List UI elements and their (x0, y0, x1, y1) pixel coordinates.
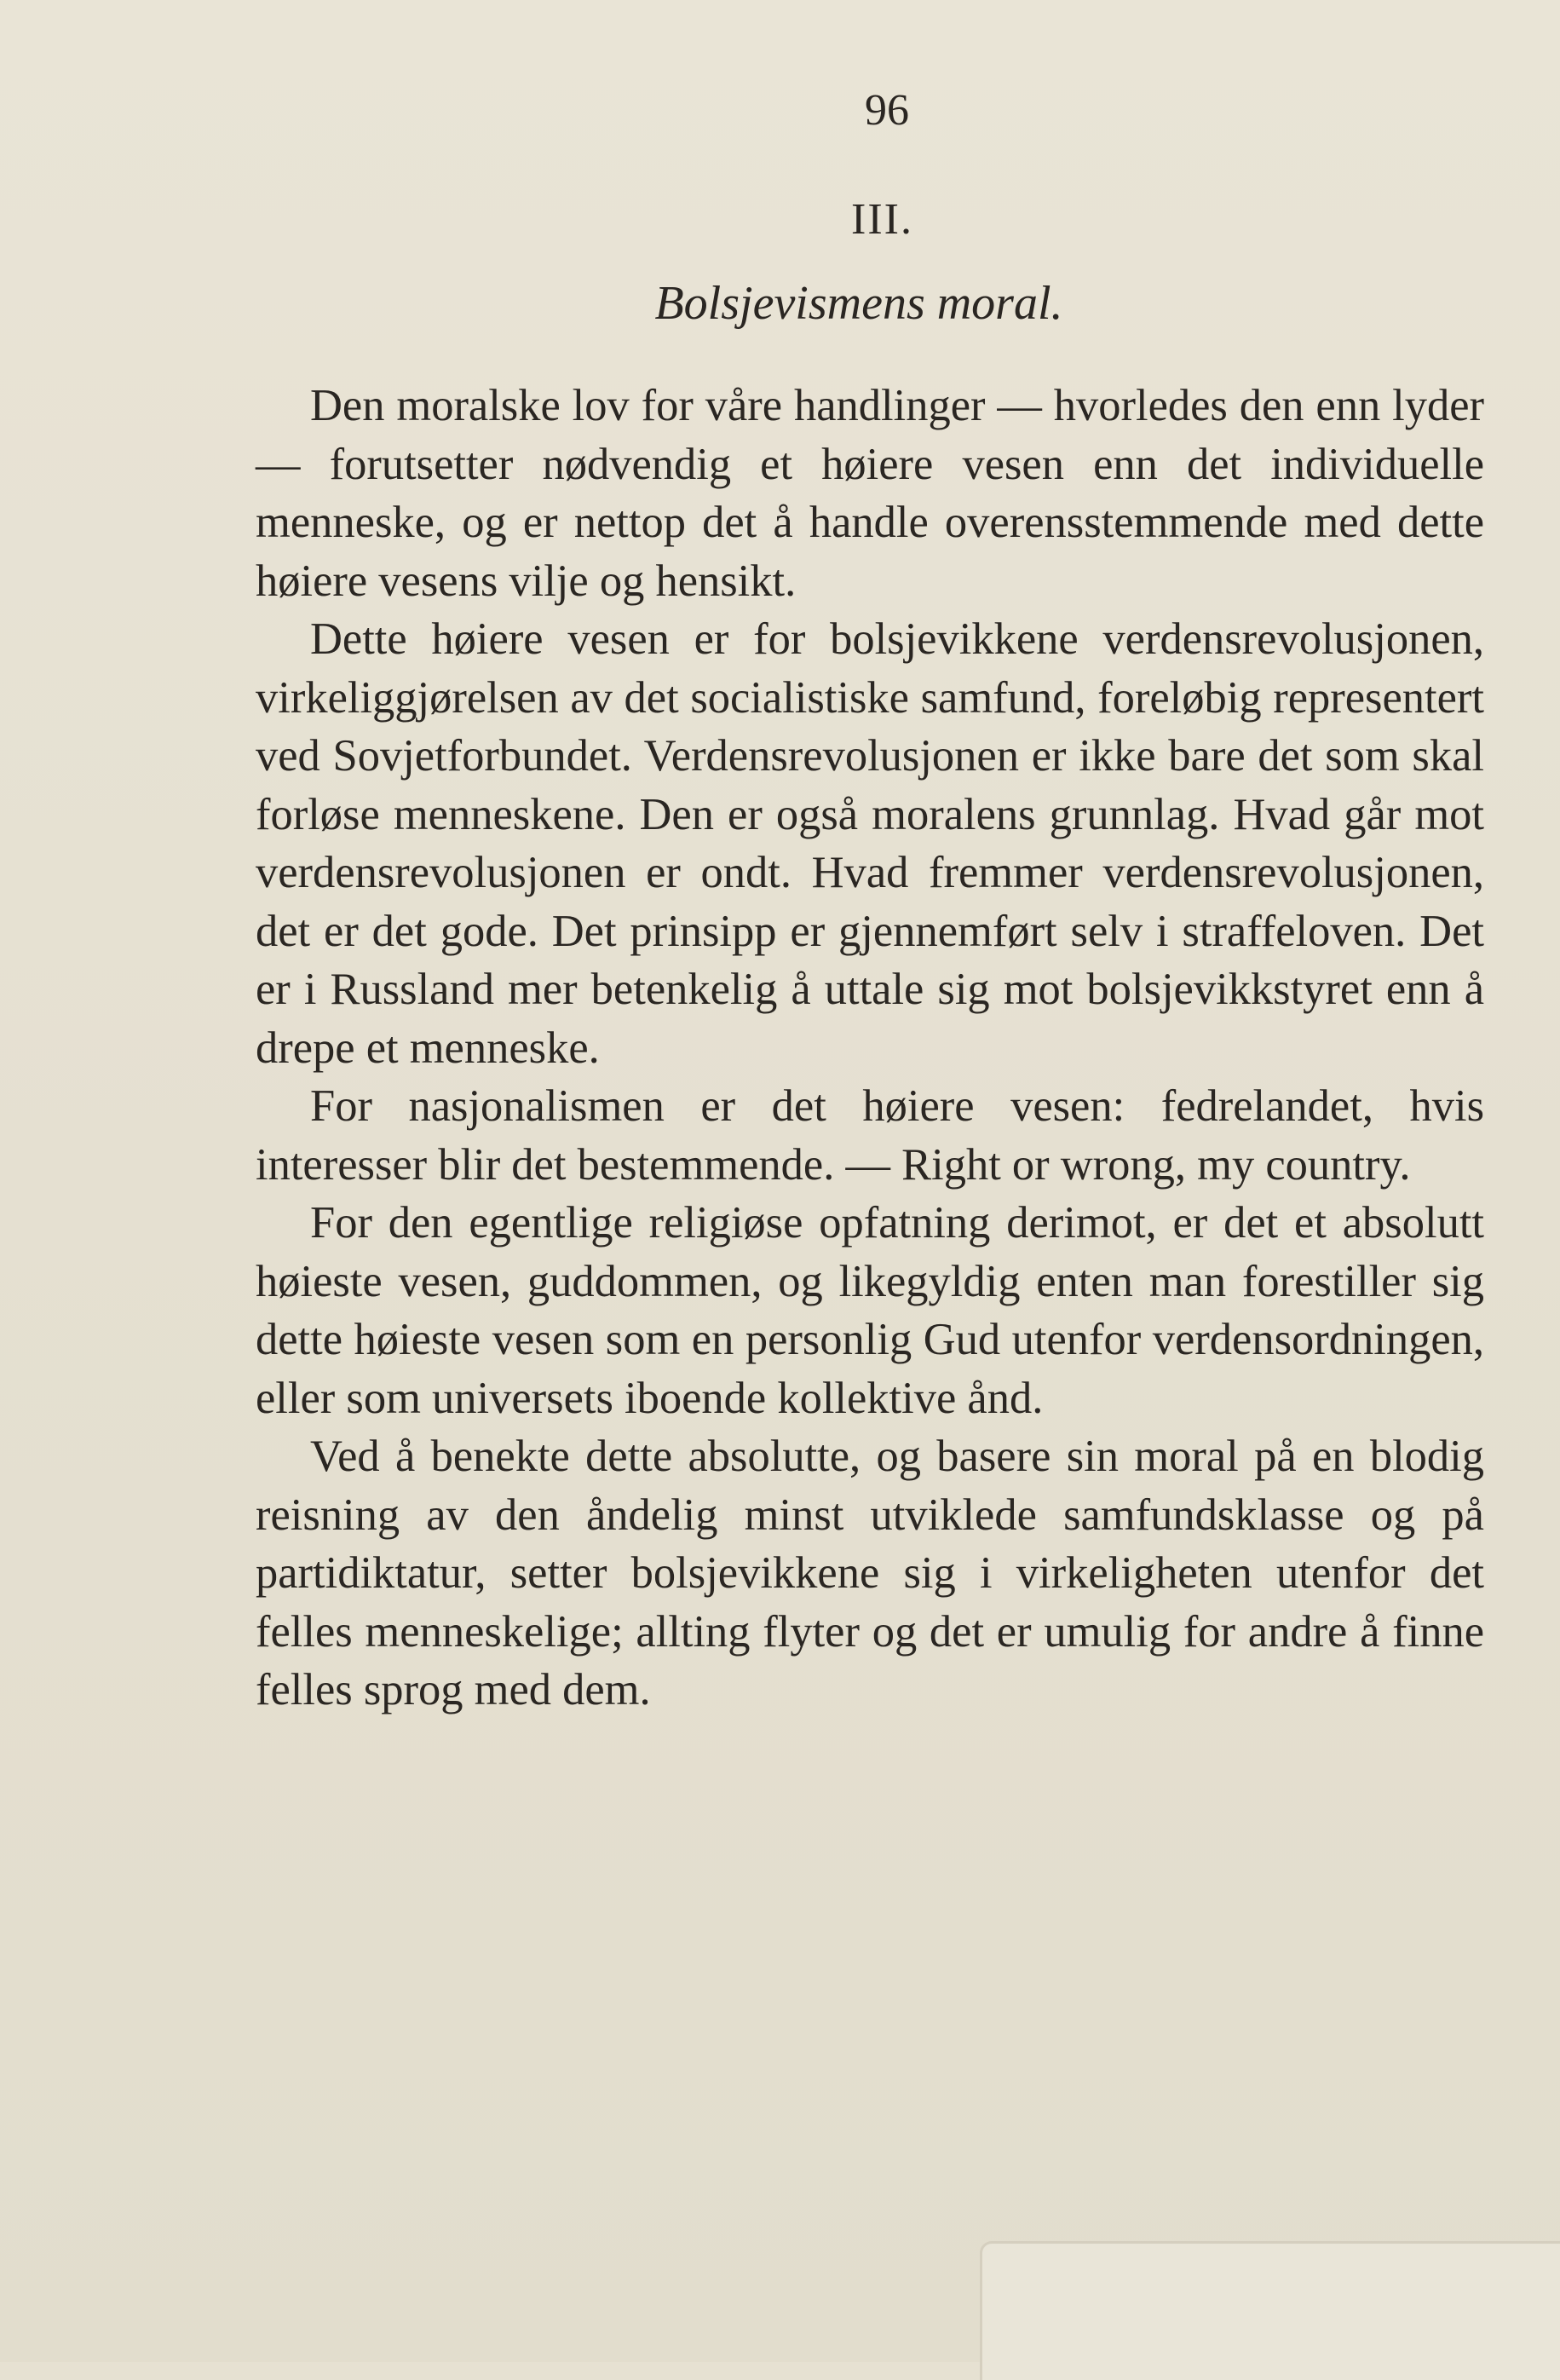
body-text (256, 377, 1484, 1720)
paragraph: Den moralske lov for våre handlinger — hvorledes den enn lyder — forutsetter nødvendig et høiere vesen enn det individuelle menneske, og er nettop det å handle overensstemmende med dette høiere vesens vilje og hensikt. (256, 381, 1484, 606)
chapter-title: Bolsjevismens moral. (654, 277, 1063, 330)
page-number: 96 (865, 86, 909, 135)
chapter-number: III. (851, 195, 913, 244)
paragraph: For nasjonalismen er det høiere vesen: fedrelandet, hvis interesser blir det bestemmende. — Right or wrong, my country. (256, 1081, 1484, 1190)
paper-corner (980, 2241, 1560, 2380)
paragraph: Dette høiere vesen er for bolsjevikkene verdensrevolusjonen, virkeliggjørelsen av det socialistiske samfund, foreløbig representert ved Sovjetforbundet. Verdensrevolusjonen er ikke bare det som skal forløse menneskene. Den er også moralens grunnlag. Hvad går mot verdensrevolusjonen er ondt. Hvad fremmer verdensrevolusjonen, det er det gode. Det prinsipp er gjennemført selv i straffeloven. Det er i Russland mer betenkelig å uttale sig mot bolsjevikkstyret enn å drepe et menneske. (256, 614, 1484, 1073)
paragraph: Ved å benekte dette absolutte, og basere sin moral på en blodig reisning av den åndelig minst utviklede samfundsklasse og på partidiktatur, setter bolsjevikkene sig i virkeligheten utenfor det felles menneskelige; allting flyter og det er umulig for andre å finne felles sprog med dem. (256, 1432, 1484, 1714)
paragraph: For den egentlige religiøse opfatning derimot, er det et absolutt høieste vesen, guddommen, og likegyldig enten man forestiller sig dette høieste vesen som en personlig Gud utenfor verdensordningen, eller som universets iboende kollektive ånd. (256, 1198, 1484, 1423)
